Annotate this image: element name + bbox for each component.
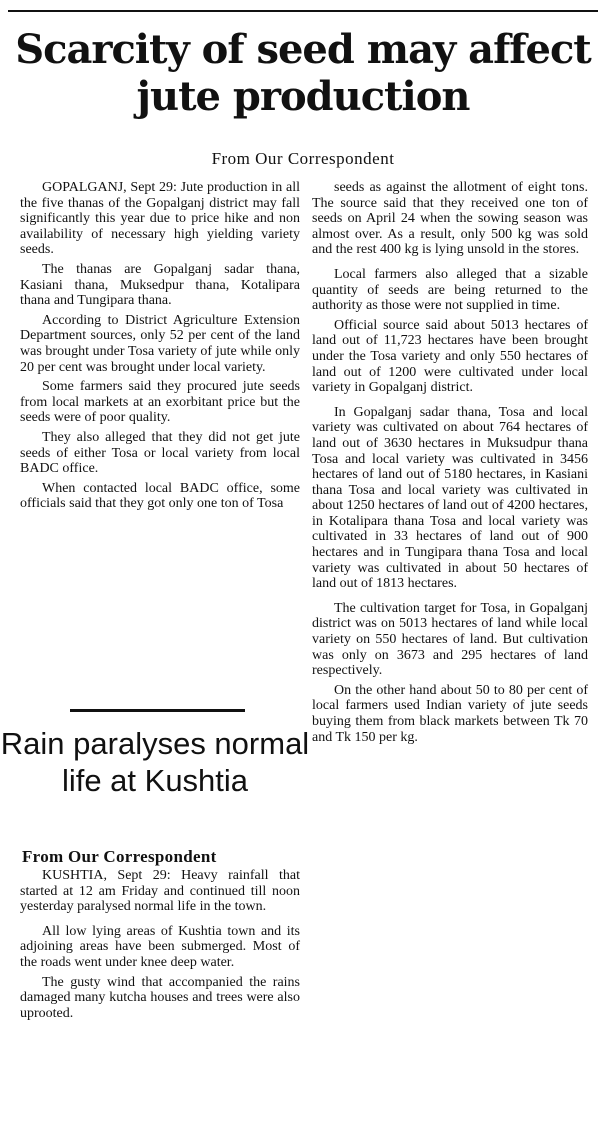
top-rule xyxy=(8,10,598,12)
paragraph: The thanas are Gopalganj sadar thana, Kasiani thana, Muksedpur thana, Kotalipara thana and Tungipara thana. xyxy=(20,261,300,309)
kushtia-byline: From Our Correspondent xyxy=(22,847,217,866)
paragraph: When contacted local BADC office, some officials said that they got only one ton of Tosa xyxy=(20,480,300,512)
paragraph: All low lying areas of Kushtia town and its adjoining areas have been submerged. Most of the roads went under knee deep water. xyxy=(20,923,300,970)
paragraph: Official source said about 5013 hectares of land out of 11,723 hectares have been brought under the Tosa variety and only 550 hectares of land out of 1200 were cultivated under local variety in Gopalganj district. xyxy=(312,317,588,396)
paragraph: The gusty wind that accompanied the rains damaged many kutcha houses and trees were also uprooted. xyxy=(20,974,300,1021)
kushtia-article-column xyxy=(20,868,300,1126)
paragraph: According to District Agriculture Extension Department sources, only 52 per cent of the land was brought under Tosa variety of jute while only 20 per cent was brought under local variety. xyxy=(20,312,300,375)
section-divider xyxy=(70,709,245,712)
paragraph: Local farmers also alleged that a sizable quantity of seeds are being returned to the authority as those were not supplied in time. xyxy=(312,266,588,314)
paragraph: In Gopalganj sadar thana, Tosa and local variety was cultivated on about 764 hectares of land out of 3630 hectares in Muksudpur thana Tosa and local variety was cultivated in 3456 hectares of land out of 5180 hectares, in Kasiani thana Tosa and local variety was cultivated in about 1250 hectares of land out of 4200 hectares, in Kotalipara thana Tosa and local variety was cultivated in 33 hectares of land out of 900 hectares and in Tungipara thana Tosa and local variety was cultivated in about 50 hectares of land out of 1813 hectares. xyxy=(312,404,588,592)
paragraph: seeds as against the allotment of eight tons. The source said that they received one ton of seeds on April 24 when the sowing season was almost over. As a result, only 500 kg was sold and the rest 400 kg is lying unsold in the stores. xyxy=(312,180,588,258)
main-article-left-column xyxy=(20,180,300,680)
paragraph: KUSHTIA, Sept 29: Heavy rainfall that started at 12 am Friday and continued till noon yesterday paralysed normal life in the town. xyxy=(20,868,300,915)
paragraph: They also alleged that they did not get jute seeds of either Tosa or local variety from local BADC office. xyxy=(20,429,300,477)
kushtia-headline: Rain paralyses normal life at Kushtia xyxy=(0,726,310,798)
paragraph: The cultivation target for Tosa, in Gopalganj district was on 5013 hectares of land while local variety on 550 hectares of land. But cultivation was only on 3673 and 295 hectares of land respectively. xyxy=(312,600,588,679)
main-article-right-column xyxy=(312,180,588,1126)
page-title: Scarcity of seed may affect jute production xyxy=(15,26,591,120)
paragraph: GOPALGANJ, Sept 29: Jute production in all the five thanas of the Gopalganj district may fall significantly this year due to price hike and non availability of necessary high yielding variety seeds. xyxy=(20,180,300,258)
paragraph: Some farmers said they procured jute seeds from local markets at an exorbitant price but the seeds were of poor quality. xyxy=(20,379,300,426)
byline: From Our Correspondent xyxy=(211,149,395,168)
paragraph: On the other hand about 50 to 80 per cent of local farmers used Indian variety of jute seeds buying them from black markets between Tk 70 and Tk 150 per kg. xyxy=(312,682,588,745)
